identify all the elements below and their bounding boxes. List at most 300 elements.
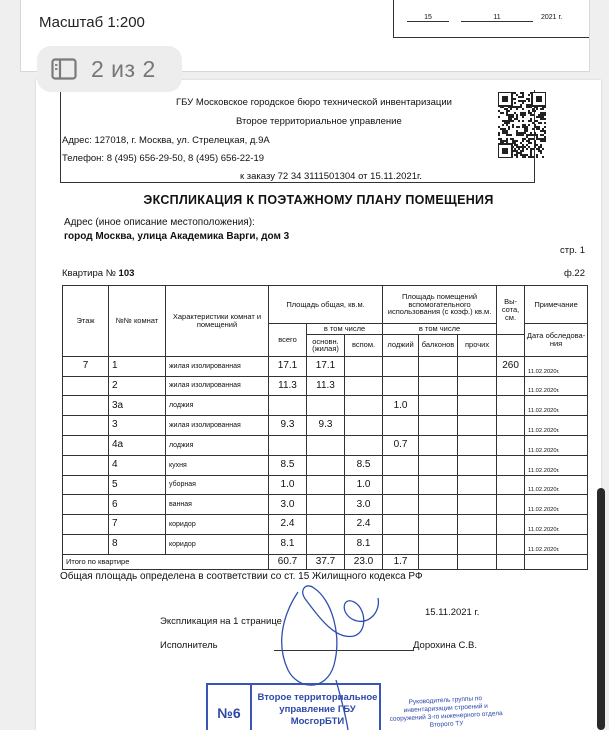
- cell-other: [458, 396, 497, 416]
- qr-module: [540, 134, 542, 136]
- cell-total: 9.3: [269, 416, 307, 436]
- qr-module: [504, 140, 506, 142]
- cell-name: уборная: [166, 475, 269, 495]
- document-page: [36, 80, 601, 730]
- qr-module: [544, 130, 546, 132]
- qr-module: [532, 108, 534, 110]
- qr-module: [506, 124, 508, 126]
- qr-module: [526, 148, 528, 150]
- qr-module: [528, 156, 530, 158]
- qr-module: [544, 138, 546, 140]
- qr-module: [502, 112, 504, 114]
- cell-balcony: [419, 495, 458, 515]
- department-stamp: [206, 683, 381, 730]
- qr-module: [520, 106, 522, 108]
- qr-module: [522, 146, 524, 148]
- page-number: стр. 1: [560, 245, 585, 256]
- cell-date: 11.02.2020г.: [525, 535, 588, 555]
- cell-main: [307, 436, 345, 456]
- executor-label: Исполнитель: [160, 640, 218, 651]
- vertical-scrollbar[interactable]: [597, 488, 605, 730]
- qr-module: [540, 146, 542, 148]
- qr-module: [532, 128, 534, 130]
- qr-module: [520, 114, 522, 116]
- qr-module: [514, 154, 516, 156]
- qr-module: [520, 112, 522, 114]
- table-row: [63, 416, 588, 436]
- cell-floor: [63, 495, 109, 515]
- cell-date: 11.02.2020г.: [525, 396, 588, 416]
- qr-module: [524, 156, 526, 158]
- cell-balcony: [419, 376, 458, 396]
- qr-module: [536, 116, 538, 118]
- cell-loggia: [383, 515, 419, 535]
- cell-aux: [345, 416, 383, 436]
- qr-module: [504, 122, 506, 124]
- cell-other: [458, 475, 497, 495]
- qr-module: [506, 130, 508, 132]
- qr-module: [528, 110, 530, 112]
- cell-main: [307, 535, 345, 555]
- qr-module: [512, 114, 514, 116]
- page-indicator-badge[interactable]: [37, 46, 182, 92]
- cell-floor: [63, 515, 109, 535]
- qr-module: [510, 134, 512, 136]
- qr-module: [542, 112, 544, 114]
- qr-module: [528, 100, 530, 102]
- qr-module: [526, 98, 528, 100]
- header-characteristics: Характеристики комнат и помещений: [166, 286, 269, 357]
- qr-module: [516, 144, 518, 146]
- qr-module: [514, 102, 516, 104]
- organization-name: ГБУ Московское городское бюро технической инвентаризации: [176, 97, 452, 108]
- qr-module: [522, 108, 524, 110]
- qr-module: [528, 106, 530, 108]
- qr-module: [536, 138, 538, 140]
- qr-module: [510, 108, 512, 110]
- cell-floor: [63, 416, 109, 436]
- qr-module: [530, 118, 532, 120]
- qr-module: [538, 150, 540, 152]
- qr-module: [512, 116, 514, 118]
- qr-module: [524, 114, 526, 116]
- signature-date: 15.11.2021 г.: [425, 607, 480, 618]
- cell-loggia: [383, 475, 419, 495]
- qr-module: [536, 134, 538, 136]
- header-loggia: лоджий: [383, 334, 419, 356]
- qr-module: [542, 116, 544, 118]
- qr-module: [528, 120, 530, 122]
- qr-module: [518, 120, 520, 122]
- qr-module: [506, 134, 508, 136]
- qr-module: [514, 150, 516, 152]
- cell-floor: [63, 436, 109, 456]
- cell-height: [497, 515, 525, 535]
- qr-module: [534, 140, 536, 142]
- cell-loggia: [383, 455, 419, 475]
- cell-date: 11.02.2020г.: [525, 356, 588, 376]
- qr-module: [506, 132, 508, 134]
- executor-name: Дорохина С.В.: [413, 640, 477, 651]
- cell-date: 11.02.2020г.: [525, 515, 588, 535]
- cell-date: 11.02.2020г.: [525, 416, 588, 436]
- qr-module: [510, 120, 512, 122]
- cell-other: [458, 436, 497, 456]
- qr-module: [536, 156, 538, 158]
- qr-module: [536, 136, 538, 138]
- cell-total: 1.0: [269, 475, 307, 495]
- qr-module: [516, 140, 518, 142]
- cell-balcony: [419, 356, 458, 376]
- document-title: ЭКСПЛИКАЦИЯ К ПОЭТАЖНОМУ ПЛАНУ ПОМЕЩЕНИЯ: [143, 193, 494, 207]
- qr-module: [530, 114, 532, 116]
- org-phone: Телефон: 8 (495) 656-29-50, 8 (495) 656-22-19: [62, 153, 265, 164]
- qr-module: [534, 142, 536, 144]
- qr-module: [538, 148, 540, 150]
- cell-loggia: 0.7: [383, 436, 419, 456]
- qr-module: [516, 114, 518, 116]
- qr-finder-center: [502, 148, 508, 154]
- qr-module: [544, 136, 546, 138]
- qr-module: [506, 112, 508, 114]
- qr-module: [520, 132, 522, 134]
- qr-module: [504, 128, 506, 130]
- qr-module: [542, 134, 544, 136]
- qr-module: [530, 156, 532, 158]
- date-day: 15: [407, 14, 449, 22]
- cell-aux: 2.4: [345, 515, 383, 535]
- qr-module: [522, 156, 524, 158]
- cell-main: 11.3: [307, 376, 345, 396]
- qr-module: [512, 120, 514, 122]
- cell-height: [497, 436, 525, 456]
- qr-module: [502, 128, 504, 130]
- qr-module: [508, 118, 510, 120]
- totals-total: 60.7: [269, 554, 307, 569]
- cell-date: 11.02.2020г.: [525, 475, 588, 495]
- qr-module: [536, 144, 538, 146]
- qr-module: [532, 134, 534, 136]
- qr-module: [498, 110, 500, 112]
- header-floor: Этаж: [63, 286, 109, 357]
- cell-height: [497, 396, 525, 416]
- qr-module: [536, 120, 538, 122]
- table-row: [63, 495, 588, 515]
- cell-aux: 8.1: [345, 535, 383, 555]
- qr-module: [514, 140, 516, 142]
- qr-module: [538, 128, 540, 130]
- qr-module: [542, 148, 544, 150]
- qr-module: [510, 118, 512, 120]
- cell-room: 2: [109, 376, 166, 396]
- qr-module: [508, 134, 510, 136]
- cell-balcony: [419, 535, 458, 555]
- qr-module: [530, 120, 532, 122]
- qr-module: [542, 118, 544, 120]
- qr-module: [506, 122, 508, 124]
- qr-module: [540, 118, 542, 120]
- qr-module: [514, 106, 516, 108]
- totals-other: [458, 554, 497, 569]
- qr-module: [530, 148, 532, 150]
- cell-loggia: [383, 416, 419, 436]
- qr-module: [516, 156, 518, 158]
- qr-module: [544, 118, 546, 120]
- cell-aux: 1.0: [345, 475, 383, 495]
- qr-module: [522, 124, 524, 126]
- order-reference: к заказу 72 34 3111501304 от 15.11.2021г.: [240, 171, 422, 182]
- cell-total: 8.1: [269, 535, 307, 555]
- qr-module: [526, 126, 528, 128]
- qr-module: [542, 140, 544, 142]
- qr-module: [526, 136, 528, 138]
- cell-other: [458, 416, 497, 436]
- qr-module: [520, 146, 522, 148]
- qr-module: [524, 124, 526, 126]
- qr-module: [520, 150, 522, 152]
- qr-module: [508, 120, 510, 122]
- qr-module: [542, 128, 544, 130]
- sidebar-panel-icon[interactable]: [51, 58, 77, 80]
- qr-module: [514, 144, 516, 146]
- cell-balcony: [419, 396, 458, 416]
- qr-module: [508, 128, 510, 130]
- qr-module: [530, 150, 532, 152]
- qr-module: [504, 120, 506, 122]
- cell-height: [497, 475, 525, 495]
- law-note: Общая площадь определена в соответствии со ст. 15 Жилищного кодекса РФ: [60, 571, 423, 582]
- qr-module: [510, 114, 512, 116]
- qr-module: [524, 100, 526, 102]
- header-auxiliary: вспом.: [345, 334, 383, 356]
- qr-module: [522, 112, 524, 114]
- table-row: [63, 436, 588, 456]
- qr-module: [502, 124, 504, 126]
- qr-module: [544, 126, 546, 128]
- qr-module: [520, 152, 522, 154]
- qr-module: [522, 138, 524, 140]
- cell-total: [269, 436, 307, 456]
- qr-module: [526, 104, 528, 106]
- qr-module: [536, 154, 538, 156]
- qr-module: [530, 134, 532, 136]
- cell-aux: 8.5: [345, 455, 383, 475]
- qr-module: [498, 134, 500, 136]
- qr-module: [522, 148, 524, 150]
- qr-module: [528, 142, 530, 144]
- qr-module: [502, 140, 504, 142]
- qr-module: [540, 140, 542, 142]
- qr-module: [514, 92, 516, 94]
- qr-module: [520, 100, 522, 102]
- cell-room: 3а: [109, 396, 166, 416]
- apartment-number: 103: [118, 268, 135, 279]
- qr-module: [500, 112, 502, 114]
- qr-module: [540, 130, 542, 132]
- qr-module: [510, 138, 512, 140]
- qr-module: [522, 150, 524, 152]
- cell-room: 4а: [109, 436, 166, 456]
- qr-module: [518, 134, 520, 136]
- qr-module: [502, 130, 504, 132]
- qr-module: [514, 118, 516, 120]
- signature-line: [274, 650, 414, 651]
- qr-module: [506, 110, 508, 112]
- qr-module: [538, 126, 540, 128]
- qr-module: [536, 128, 538, 130]
- apartment-label-text: Квартира №: [62, 268, 116, 279]
- cell-name: лоджия: [166, 396, 269, 416]
- cell-loggia: [383, 535, 419, 555]
- totals-date: [525, 554, 588, 569]
- qr-module: [524, 154, 526, 156]
- qr-module: [498, 126, 500, 128]
- stamp-number: №6: [208, 685, 252, 730]
- qr-module: [516, 106, 518, 108]
- totals-aux: 23.0: [345, 554, 383, 569]
- cell-other: [458, 515, 497, 535]
- totals-height: [497, 554, 525, 569]
- cell-floor: [63, 376, 109, 396]
- qr-module: [506, 120, 508, 122]
- cell-height: [497, 535, 525, 555]
- qr-module: [522, 154, 524, 156]
- qr-module: [516, 130, 518, 132]
- form-label: ф.22: [563, 268, 585, 279]
- qr-module: [518, 152, 520, 154]
- cell-floor: [63, 475, 109, 495]
- qr-module: [522, 94, 524, 96]
- cell-floor: [63, 535, 109, 555]
- qr-module: [508, 122, 510, 124]
- qr-module: [542, 156, 544, 158]
- qr-module: [522, 114, 524, 116]
- qr-module: [538, 122, 540, 124]
- cell-total: 11.3: [269, 376, 307, 396]
- qr-module: [528, 140, 530, 142]
- qr-module: [538, 138, 540, 140]
- qr-module: [522, 96, 524, 98]
- qr-module: [508, 126, 510, 128]
- qr-module: [540, 138, 542, 140]
- qr-module: [518, 126, 520, 128]
- qr-module: [506, 114, 508, 116]
- qr-module: [516, 116, 518, 118]
- qr-module: [532, 156, 534, 158]
- qr-module: [530, 138, 532, 140]
- qr-module: [526, 144, 528, 146]
- qr-module: [522, 92, 524, 94]
- cell-other: [458, 495, 497, 515]
- qr-module: [522, 134, 524, 136]
- cell-main: [307, 396, 345, 416]
- qr-module: [518, 148, 520, 150]
- qr-module: [518, 106, 520, 108]
- qr-module: [536, 148, 538, 150]
- qr-module: [504, 132, 506, 134]
- cell-name: жилая изолированная: [166, 356, 269, 376]
- cell-date: 11.02.2020г.: [525, 455, 588, 475]
- header-survey-date: Дата обследова-ния: [525, 324, 588, 357]
- cell-other: [458, 535, 497, 555]
- qr-module: [530, 132, 532, 134]
- qr-module: [522, 120, 524, 122]
- date-month: 11: [461, 14, 533, 22]
- address-label: Адрес (иное описание местоположения):: [64, 217, 255, 228]
- qr-module: [516, 134, 518, 136]
- qr-module: [532, 122, 534, 124]
- cell-main: [307, 455, 345, 475]
- apartment-label: [62, 268, 134, 279]
- header-balcony: балконов: [419, 334, 458, 356]
- cell-room: 3: [109, 416, 166, 436]
- qr-module: [504, 108, 506, 110]
- qr-module: [520, 92, 522, 94]
- table-row: [63, 515, 588, 535]
- qr-module: [540, 152, 542, 154]
- qr-module: [512, 140, 514, 142]
- cell-room: 7: [109, 515, 166, 535]
- qr-module: [514, 148, 516, 150]
- cell-main: 9.3: [307, 416, 345, 436]
- table-row: [63, 455, 588, 475]
- header-aux-area: Площадь помещений вспомогательного использования (с коэф.) кв.м.: [383, 286, 497, 324]
- cell-height: [497, 376, 525, 396]
- cell-floor: [63, 455, 109, 475]
- cell-total: 3.0: [269, 495, 307, 515]
- qr-module: [544, 122, 546, 124]
- cell-height: [497, 455, 525, 475]
- department-name: Второе территориальное управление: [236, 116, 402, 127]
- qr-module: [516, 108, 518, 110]
- qr-module: [518, 146, 520, 148]
- cell-main: [307, 495, 345, 515]
- table-row: [63, 475, 588, 495]
- qr-module: [508, 116, 510, 118]
- header-other: прочих: [458, 334, 497, 356]
- date-year: 2021 г.: [541, 14, 563, 21]
- qr-module: [512, 126, 514, 128]
- cell-other: [458, 376, 497, 396]
- header-including-aux: в том числе: [383, 324, 497, 335]
- qr-module: [498, 132, 500, 134]
- qr-module: [516, 126, 518, 128]
- qr-module: [534, 126, 536, 128]
- qr-module: [540, 108, 542, 110]
- cell-loggia: [383, 495, 419, 515]
- page-indicator-text: 2 из 2: [91, 55, 156, 82]
- cell-other: [458, 455, 497, 475]
- qr-module: [540, 116, 542, 118]
- qr-module: [528, 138, 530, 140]
- qr-module: [500, 128, 502, 130]
- org-address: Адрес: 127018, г. Москва, ул. Стрелецкая, д.9А: [62, 135, 270, 146]
- cell-total: [269, 396, 307, 416]
- qr-module: [536, 108, 538, 110]
- qr-module: [530, 152, 532, 154]
- qr-module: [534, 146, 536, 148]
- qr-module: [514, 112, 516, 114]
- cell-date: 11.02.2020г.: [525, 376, 588, 396]
- qr-module: [498, 138, 500, 140]
- qr-module: [540, 144, 542, 146]
- qr-module: [540, 150, 542, 152]
- qr-module: [544, 112, 546, 114]
- cell-balcony: [419, 436, 458, 456]
- qr-module: [534, 132, 536, 134]
- qr-module: [544, 140, 546, 142]
- qr-module: [516, 118, 518, 120]
